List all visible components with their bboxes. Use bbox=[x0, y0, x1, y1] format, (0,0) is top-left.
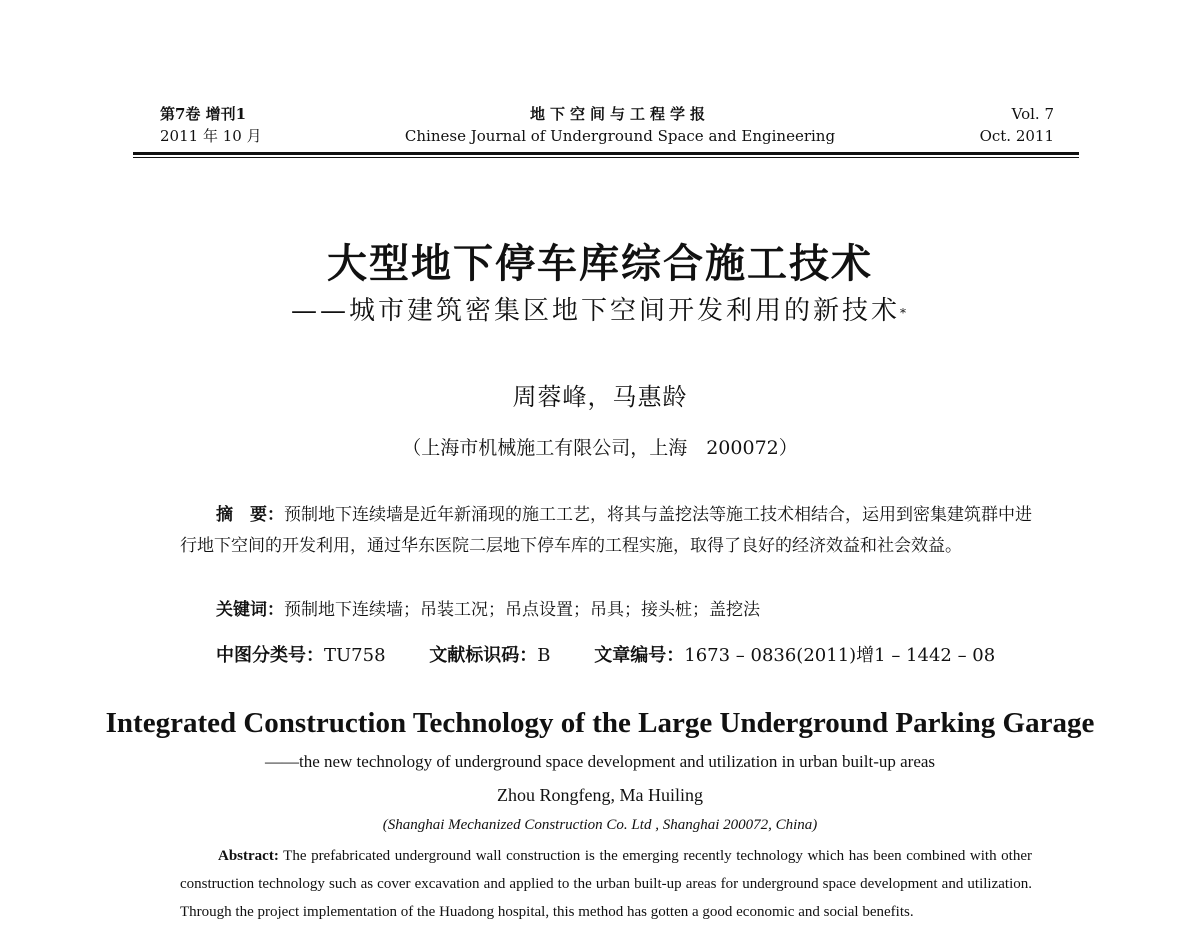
paper-subtitle-en: ——the new technology of underground space development and utilization in urban built-up areas bbox=[264, 752, 936, 771]
article-number bbox=[594, 645, 995, 666]
doc-code-value: B bbox=[537, 645, 551, 666]
footnote-mark: * bbox=[900, 306, 909, 320]
journal-name-cn: 地下空间与工程学报 bbox=[529, 105, 710, 123]
paper-title-cn: 大型地下停车库综合施工技术 bbox=[327, 240, 873, 287]
clc-value: TU758 bbox=[324, 645, 386, 666]
keywords-cn-text: 预制地下连续墙；吊装工况；吊点设置；吊具；接头桩；盖挖法 bbox=[284, 600, 760, 620]
header-rule-thick bbox=[133, 152, 1079, 155]
authors-cn: 周蓉峰，马惠龄 bbox=[512, 383, 688, 411]
abstract-cn-label: 摘 要： bbox=[216, 505, 284, 525]
article-number-value: 1673 – 0836(2011)增1 – 1442 – 08 bbox=[684, 645, 996, 666]
keywords-cn bbox=[216, 595, 760, 625]
journal-name-en: Chinese Journal of Underground Space and Engineering bbox=[404, 127, 836, 145]
abstract-cn-text: 预制地下连续墙是近年新涌现的施工工艺，将其与盖挖法等施工技术相结合，运用到密集建筑群中进行地下空间的开发利用，通过华东医院二层地下停车库的工程实施，取得了良好的经济效益和社会效益。 bbox=[180, 505, 1032, 556]
clc-label: 中图分类号： bbox=[216, 645, 324, 666]
subtitle-cn-text: ——城市建筑密集区地下空间开发利用的新技术 bbox=[290, 296, 900, 326]
clc-number bbox=[216, 645, 386, 666]
article-number-label: 文章编号： bbox=[594, 645, 685, 666]
journal-name-block bbox=[400, 103, 840, 147]
paper-subtitle-cn bbox=[0, 293, 1200, 329]
affiliation-cn: （上海市机械施工有限公司，上海 200072） bbox=[402, 437, 798, 459]
abstract-en-text: The prefabricated underground wall construction is the emerging recently technology which has been combined with other construction technology such as cover excavation and applied to the urban built-up areas for underground space development and utilization. Through the project implementation of the Huadong hospital, this method has gotten a good economic and social benefits. bbox=[180, 848, 1033, 920]
abstract-en bbox=[180, 842, 1032, 926]
abstract-en-label: Abstract: bbox=[218, 848, 279, 864]
authors-en: Zhou Rongfeng, Ma Huiling bbox=[497, 785, 703, 805]
volume-cn: 第7卷 增刊1 bbox=[160, 105, 247, 123]
volume-en: Vol. 7 bbox=[1011, 105, 1054, 123]
keywords-cn-label: 关键词： bbox=[216, 600, 284, 620]
header-rule-thin bbox=[133, 157, 1079, 158]
classification-row bbox=[216, 641, 995, 671]
document-code bbox=[429, 645, 550, 666]
doc-code-label: 文献标识码： bbox=[429, 645, 538, 666]
journal-issue-block bbox=[980, 103, 1054, 147]
abstract-cn bbox=[180, 500, 1032, 562]
paper-title-en: Integrated Construction Technology of the Large Underground Parking Garage bbox=[105, 707, 1095, 739]
date-en: Oct. 2011 bbox=[979, 127, 1054, 145]
journal-volume-block bbox=[160, 103, 262, 147]
date-cn: 2011 年 10 月 bbox=[160, 127, 262, 145]
affiliation-en: (Shanghai Mechanized Construction Co. Ltd , Shanghai 200072, China) bbox=[382, 817, 818, 833]
